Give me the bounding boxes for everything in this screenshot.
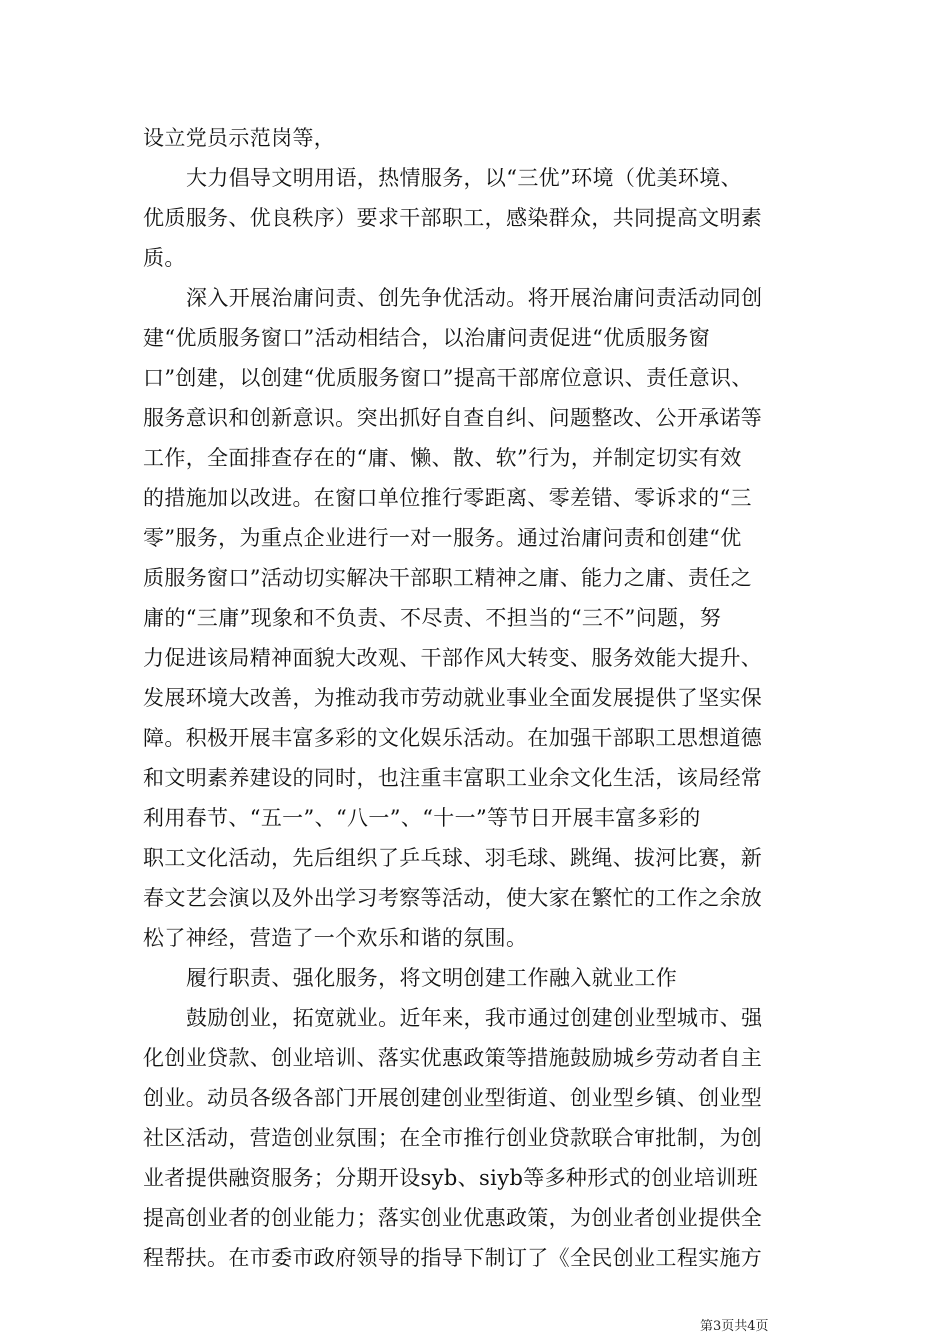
text-line [0,1238,950,1278]
text-line [0,1038,950,1078]
text-line [0,238,950,278]
text-line-content: 发展环境大改善，为推动我市劳动就业事业全面发展提供了坚实保 [143,686,763,710]
text-line-content: 口”创建，以创建“优质服务窗口”提高干部席位意识、责任意识、 [143,366,753,390]
text-line-content: 深入开展治庸问责、创先争优活动。将开展治庸问责活动同创 [186,286,763,310]
text-line-content: 障。积极开展丰富多彩的文化娱乐活动。在加强干部职工思想道德 [143,726,763,750]
text-line [0,1198,950,1238]
text-line-content: 零”服务，为重点企业进行一对一服务。通过治庸问责和创建“优 [143,526,742,550]
text-line [0,638,950,678]
text-line [0,758,950,798]
text-line [0,1078,950,1118]
text-line-content: 化创业贷款、创业培训、落实优惠政策等措施鼓励城乡劳动者自主 [143,1046,763,1070]
text-line [0,518,950,558]
text-line [0,718,950,758]
text-line-content: 和文明素养建设的同时，也注重丰富职工业余文化生活，该局经常 [143,766,763,790]
text-line [0,358,950,398]
text-line-content: 履行职责、强化服务，将文明创建工作融入就业工作 [186,966,678,990]
text-line [0,478,950,518]
text-line-content: 春文艺会演以及外出学习考察等活动，使大家在繁忙的工作之余放 [143,886,763,910]
text-line-content: 程帮扶。在市委市政府领导的指导下制订了《全民创业工程实施方 [143,1246,763,1270]
text-line-content: 工作，全面排查存在的“庸、懒、散、软”行为，并制定切实有效 [143,446,742,470]
text-line-content: 优质服务、优良秩序）要求干部职工，感染群众，共同提高文明素 [143,206,763,230]
text-line-content: 的措施加以改进。在窗口单位推行零距离、零差错、零诉求的“三 [143,486,752,510]
text-line-content: 服务意识和创新意识。突出抓好自查自纠、问题整改、公开承诺等 [143,406,763,430]
text-line [0,878,950,918]
text-line [0,918,950,958]
text-line-content: 业者提供融资服务；分期开设syb、siyb等多种形式的创业培训班 [143,1166,759,1190]
text-line [0,278,950,318]
text-line [0,158,950,198]
text-line-content: 提高创业者的创业能力；落实创业优惠政策，为创业者创业提供全 [143,1206,763,1230]
section-heading [0,958,950,998]
text-line-content: 松了神经，营造了一个欢乐和谐的氛围。 [143,926,528,950]
text-line [0,798,950,838]
text-line [0,438,950,478]
text-line [0,1158,950,1198]
text-line-content: 社区活动，营造创业氛围；在全市推行创业贷款联合审批制，为创 [143,1126,763,1150]
text-line-content: 质。 [143,246,186,270]
text-line [0,998,950,1038]
text-line [0,1118,950,1158]
text-line [0,598,950,638]
text-line [0,398,950,438]
text-line-content: 庸的“三庸”现象和不负责、不尽责、不担当的“三不”问题，努 [143,606,722,630]
text-line-content: 鼓励创业，拓宽就业。近年来，我市通过创建创业型城市、强 [186,1006,763,1030]
text-line-content: 质服务窗口”活动切实解决干部职工精神之庸、能力之庸、责任之 [143,566,752,590]
text-line-content: 建“优质服务窗口”活动相结合，以治庸问责促进“优质服务窗 [143,326,711,350]
page-number-footer: 第3页共4页 [700,1319,769,1334]
text-line [0,558,950,598]
text-line [0,318,950,358]
text-line [0,118,950,158]
text-line-content: 利用春节、“五一”、“八一”、“十一”等节日开展丰富多彩的 [143,806,701,830]
text-line-content: 职工文化活动，先后组织了乒乓球、羽毛球、跳绳、拔河比赛，新 [143,846,763,870]
text-line-content: 创业。动员各级各部门开展创建创业型街道、创业型乡镇、创业型 [143,1086,763,1110]
text-line [0,838,950,878]
text-line [0,198,950,238]
text-line-content: 大力倡导文明用语，热情服务，以“三优”环境（优美环境、 [186,166,742,190]
text-line-content: 设立党员示范岗等， [143,126,336,150]
text-line-content: 力促进该局精神面貌大改观、干部作风大转变、服务效能大提升、 [143,646,763,670]
text-line [0,678,950,718]
